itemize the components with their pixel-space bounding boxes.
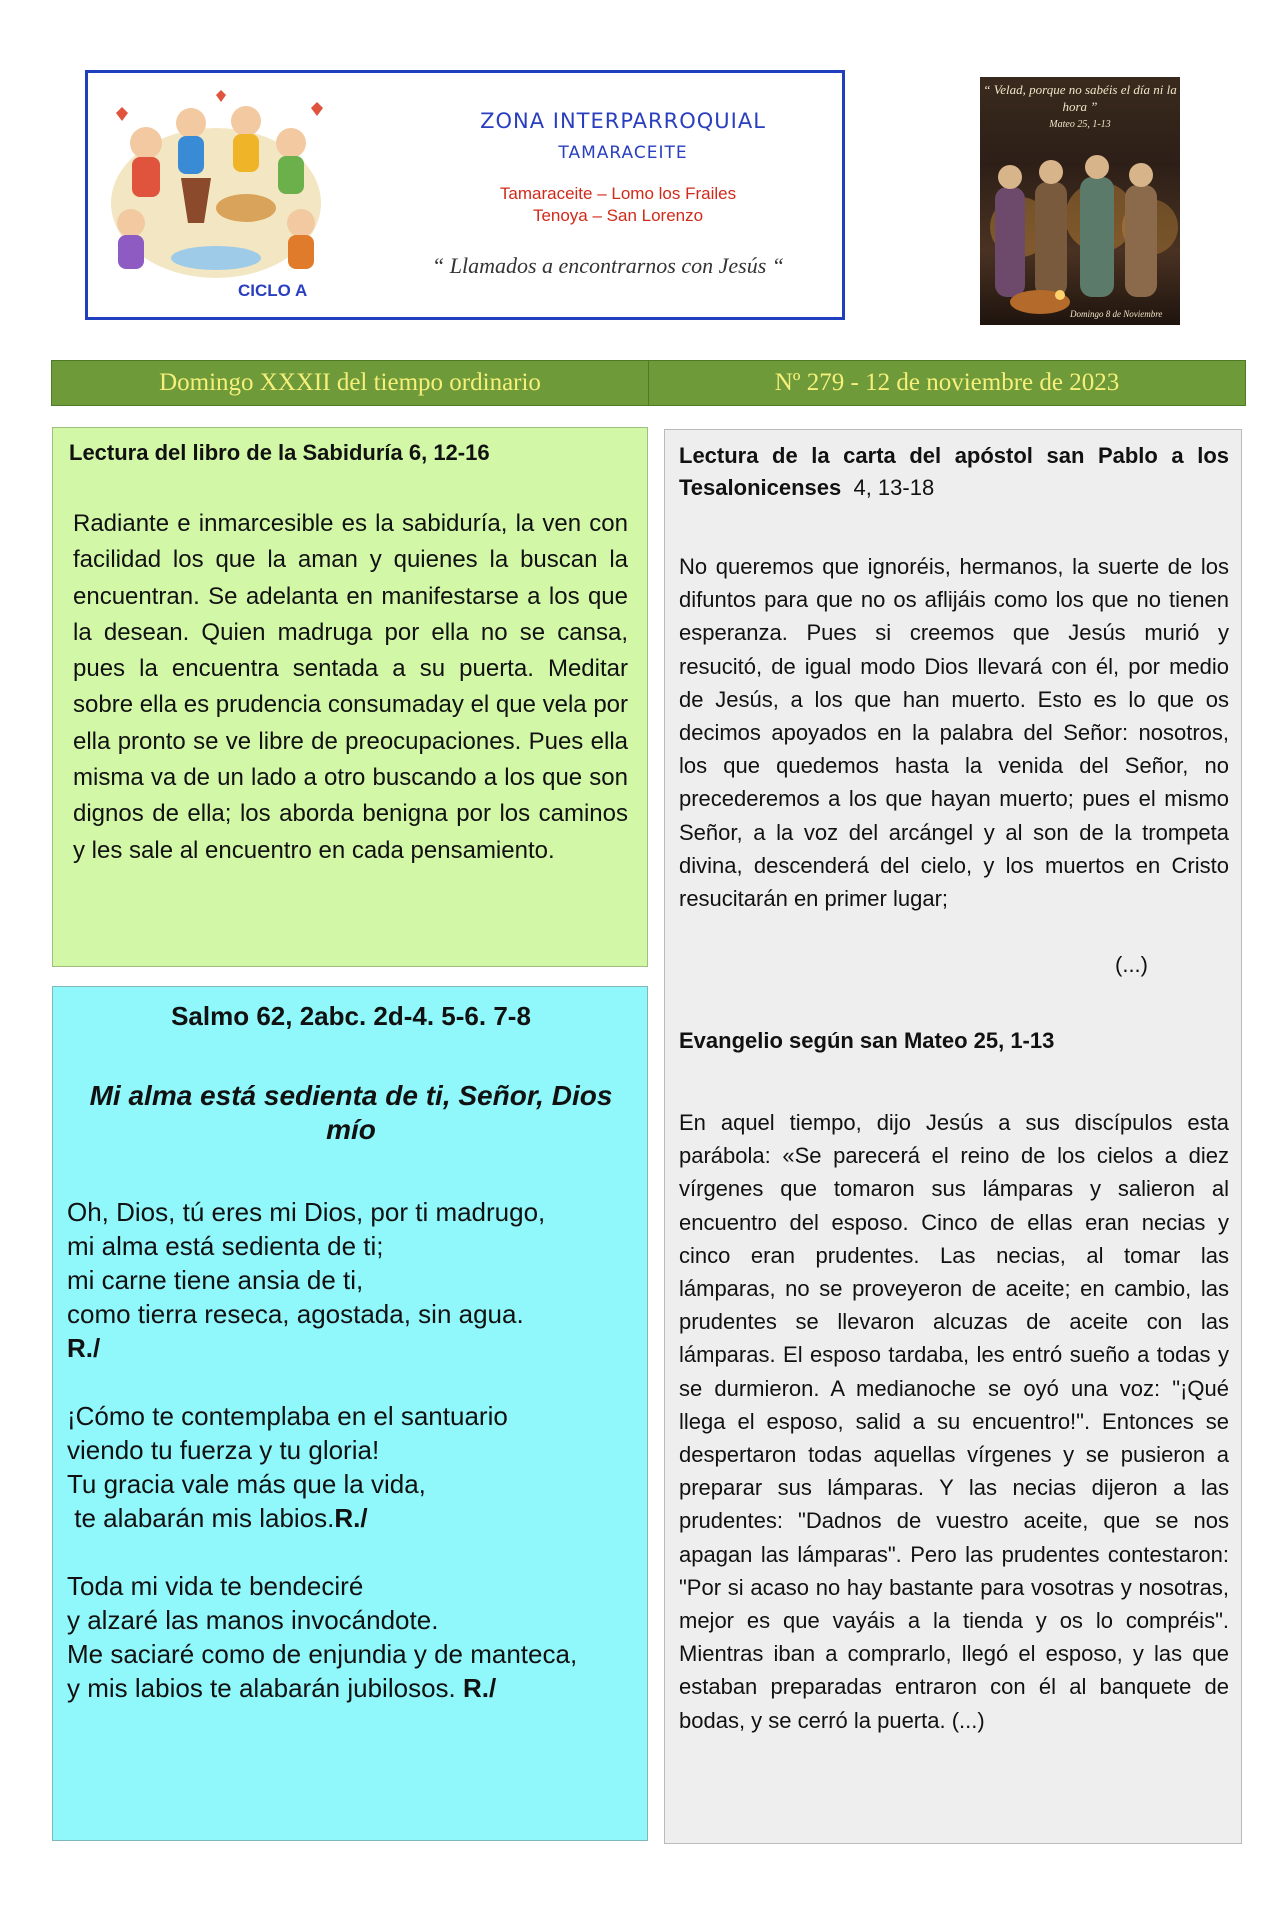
psalm-verse: Toda mi vida te bendeciré [67, 1571, 364, 1601]
psalm-refrain: R./ [462, 1673, 497, 1703]
liturgical-cycle: CICLO A [238, 281, 308, 300]
sunday-title: Domingo XXXII del tiempo ordinario [52, 361, 649, 405]
psalm-refrain: R./ [67, 1333, 101, 1363]
parishes-line-1: Tamaraceite – Lomo los Frailes [499, 184, 737, 203]
psalm-refrain: R./ [334, 1503, 368, 1533]
zone-title: ZONA INTERPARROQUIAL [480, 109, 766, 133]
first-reading-box [52, 427, 648, 967]
psalm-verse: Me saciaré como de enjundia y de manteca, [67, 1639, 578, 1669]
motto: “ Llamados a encontrarnos con Jesús “ [431, 253, 784, 278]
psalm-box [52, 986, 648, 1841]
first-reading-text: Radiante e inmarcesible es la sabiduría, la ven con facilidad los que la aman y quienes la buscan la encuentran. Se adelanta en manifestarse a los que la desean. Quien madruga por ella no se cansa, pues la encuentra sentada a su puerta. Meditar sobre ella es prudencia consumaday el que vela por ella pronto se ve libre de preocupaciones. Pues ella misma va de un lado a otro buscando a los que son dignos de ella; los aborda benigna por los caminos y les sale al encuentro en cada pensamiento. [73, 510, 629, 864]
psalm-stanza [67, 1399, 637, 1535]
psalm-response: Mi alma está sedienta de ti, Señor, Dios mío [89, 1080, 613, 1145]
gospel-title: Evangelio según san Mateo 25, 1-13 [679, 1028, 1055, 1053]
community-illustration-logo [96, 83, 336, 293]
photo-reference: Mateo 25, 1-13 [1049, 119, 1111, 130]
second-reading-title: Lectura de la carta del apóstol san Pablo a los Tesalonicenses [679, 443, 1229, 500]
psalm-verse: mi alma está sedienta de ti; [67, 1231, 384, 1261]
photo-quote: “ Velad, porque no sabéis el día ni la hora ” [983, 82, 1177, 114]
psalm-verse: y alzaré las manos invocándote. [67, 1605, 439, 1635]
psalm-stanza [67, 1195, 637, 1365]
psalm-verse: Oh, Dios, tú eres mi Dios, por ti madrugo, [67, 1197, 546, 1227]
parishes-list [418, 183, 818, 227]
psalm-verse: viendo tu fuerza y tu gloria! [67, 1435, 380, 1465]
first-reading-title: Lectura del libro de la Sabiduría 6, 12-16 [69, 440, 490, 465]
psalm-verse: ¡Cómo te contemplaba en el santuario [67, 1401, 508, 1431]
psalm-verse: como tierra reseca, agostada, sin agua. [67, 1299, 524, 1329]
header-banner [85, 70, 845, 320]
psalm-verse: mi carne tiene ansia de ti, [67, 1265, 364, 1295]
title-bar [51, 360, 1246, 406]
photo-caption: Domingo 8 de Noviembre [1070, 309, 1163, 319]
parishes-line-2: Tenoya – San Lorenzo [532, 206, 704, 225]
psalm-title: Salmo 62, 2abc. 2d-4. 5-6. 7-8 [171, 1001, 531, 1031]
second-reading-heading [679, 440, 1229, 504]
psalm-verse: te alabarán mis labios. [67, 1503, 335, 1533]
second-reading-ellipsis: (...) [1115, 952, 1148, 977]
gospel-text: En aquel tiempo, dijo Jesús a sus discípulos esta parábola: «Se parecerá el reino de los cielos a diez vírgenes que tomaron sus lámparas y salieron al encuentro del esposo. Cinco de ellas eran necias y cinco eran prudentes. Las necias, al tomar las lámparas, no se proveyeron de aceite; en cambio, las prudentes se llevaron alcuzas de aceite con las lámparas. El esposo tardaba, les entró sueño a todas y se durmieron. A medianoche se oyó una voz: "¡Qué llega el esposo, salid a su encuentro!". Entonces se despertaron todas aquellas vírgenes y se pusieron a preparar sus lámparas. Y las necias dijeron a las prudentes: "Dadnos de vuestro aceite, que se nos apagan las lámparas". Pero las prudentes contestaron: "Por si acaso no hay bastante para vosotras y nosotras, mejor es que vayáis a la tienda y os lo compréis". Mientras iban a comprarlo, llegó el esposo, y las que estaban preparadas entraron con él al banquete de bodas, y se cerró la puerta. (...) [679, 1110, 1229, 1733]
second-reading-reference: 4, 13-18 [841, 475, 935, 500]
psalm-verse: y mis labios te alabarán jubilosos. [67, 1673, 463, 1703]
zone-subtitle: TAMARACEITE [558, 143, 688, 163]
psalm-verse: Tu gracia vale más que la vida, [67, 1469, 426, 1499]
virgins-lamps-image [980, 77, 1180, 325]
issue-number-date: Nº 279 - 12 de noviembre de 2023 [774, 369, 1120, 396]
psalm-stanza [67, 1569, 637, 1705]
second-reading-gospel-box [664, 429, 1242, 1844]
second-reading-text: No queremos que ignoréis, hermanos, la suerte de los difuntos para que no os aflijáis como los que no tienen esperanza. Pues si creemos que Jesús murió y resucitó, de igual modo Dios llevará con él, por medio de Jesús, a los que han muerto. Esto es lo que os decimos apoyados en la palabra del Señor: nosotros, los que quedemos hasta la venida del Señor, no precederemos a los que hayan muerto; pues el mismo Señor, a la voz del arcángel y al son de la trompeta divina, descenderá del cielo, y los muertos en Cristo resucitarán en primer lugar; [679, 554, 1229, 912]
